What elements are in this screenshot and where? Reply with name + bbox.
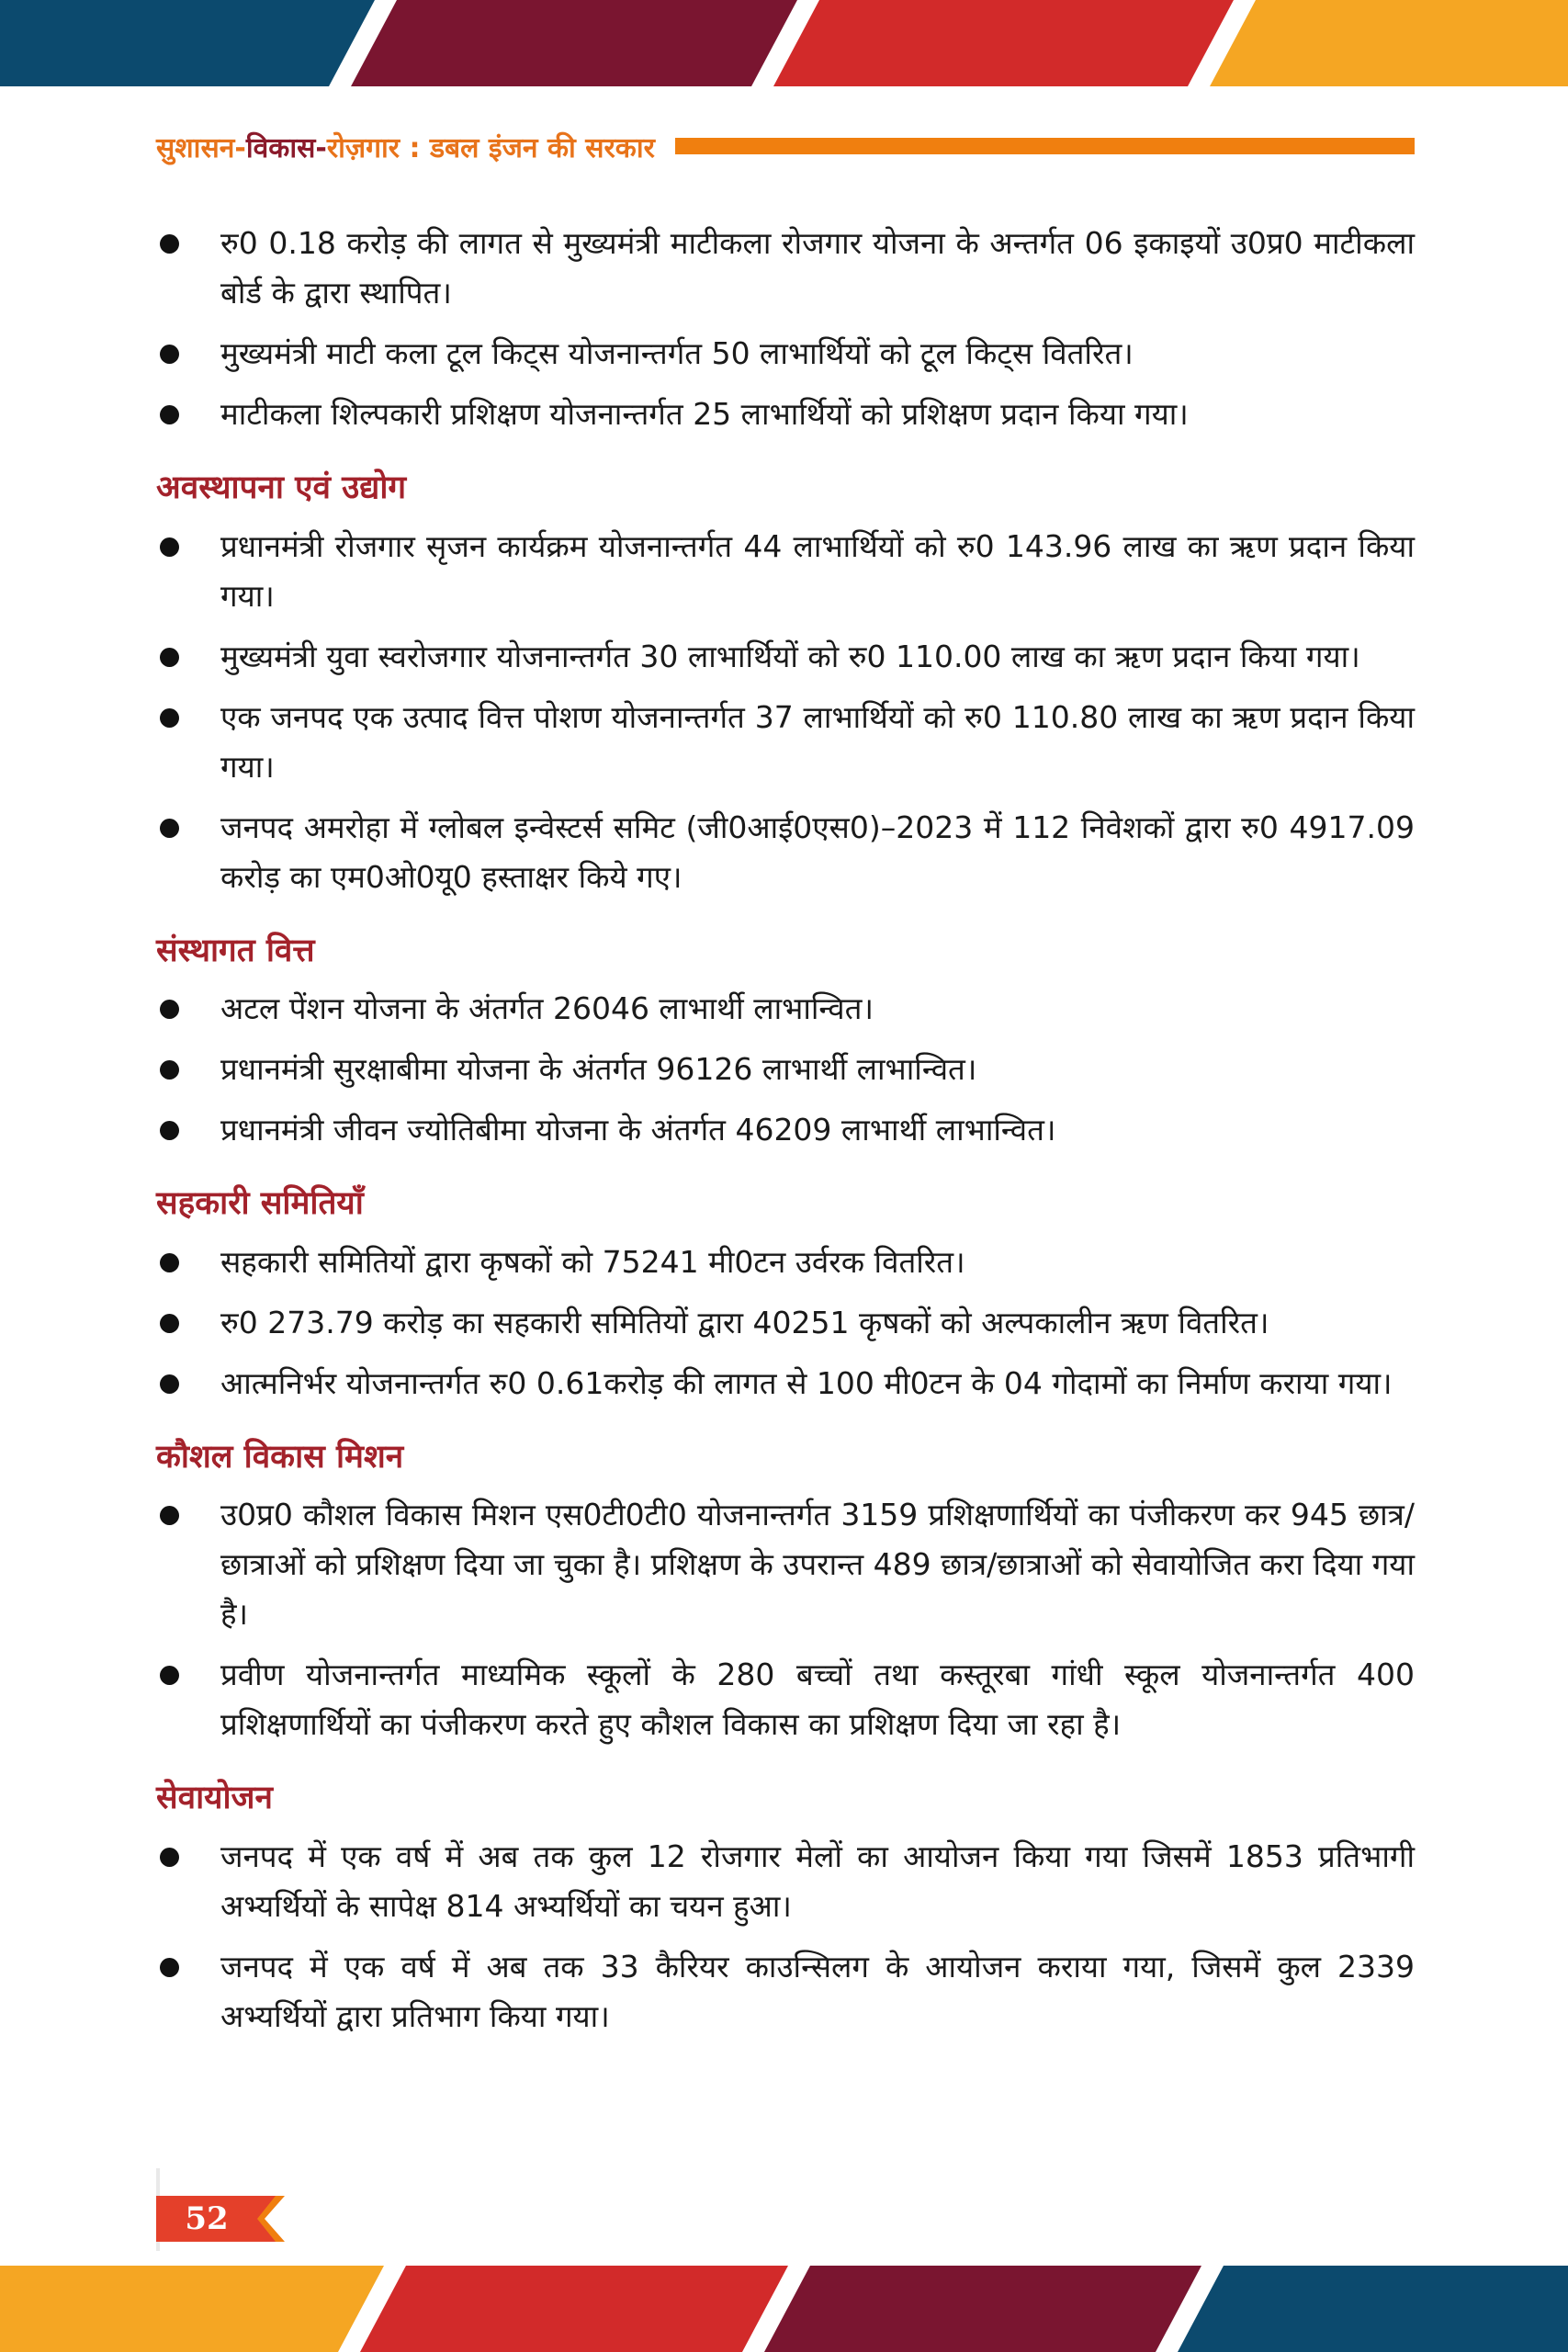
bullet-icon [160, 648, 179, 667]
list-item [156, 1832, 1415, 1931]
page-content [156, 219, 1415, 2052]
list-item-text: माटीकला शिल्पकारी प्रशिक्षण योजनान्तर्गत 25 लाभार्थियों को प्रशिक्षण प्रदान किया गया। [220, 396, 1189, 432]
list-item-text: उ0प्र0 कौशल विकास मिशन एस0टी0टी0 योजनान्तर्गत 3159 प्रशिक्षणार्थियों का पंजीकरण कर 945 छात्र/छात्राओं को प्रशिक्षण दिया जा चुका है। प्रशिक्षण के उपरान्त 489 छात्र/छात्राओं को सेवायोजित करा दिया गया है। [220, 1497, 1415, 1632]
section-heading: अवस्थापना एवं उद्योग [156, 469, 407, 506]
section-heading: सहकारी समितियाँ [156, 1184, 364, 1222]
list-item-text: मुख्यमंत्री युवा स्वरोजगार योजनान्तर्गत 30 लाभार्थियों को रु0 110.00 लाख का ऋण प्रदान किया गया। [220, 638, 1360, 674]
list-item-text: अटल पेंशन योजना के अंतर्गत 26046 लाभार्थी लाभान्वित। [220, 990, 874, 1026]
page-number-tab [156, 2187, 285, 2251]
list-item-text: प्रधानमंत्री जीवन ज्योतिबीमा योजना के अंतर्गत 46209 लाभार्थी लाभान्वित। [220, 1112, 1056, 1148]
bullet-icon [160, 1121, 179, 1140]
bullet-list [156, 1238, 1415, 1408]
bullet-icon [160, 819, 179, 838]
bullet-icon [160, 1253, 179, 1272]
bullet-list [156, 1832, 1415, 2041]
list-item [156, 1650, 1415, 1749]
bullet-list [156, 1490, 1415, 1749]
bullet-icon [160, 1958, 179, 1977]
bullet-icon [160, 708, 179, 728]
list-item [156, 1942, 1415, 2041]
list-item [156, 522, 1415, 621]
section-heading: संस्थागत वित्त [156, 931, 315, 969]
bullet-icon [160, 1060, 179, 1080]
top-color-band [0, 0, 1568, 86]
header-title: सुशासन-विकास-रोज़गार : डबल इंजन की सरकार [156, 131, 655, 164]
list-item [156, 390, 1415, 439]
bullet-list [156, 522, 1415, 902]
list-item-text: प्रवीण योजनान्तर्गत माध्यमिक स्कूलों के 280 बच्चों तथा कस्तूरबा गांधी स्कूल योजनान्तर्गत 400 प्रशिक्षणार्थियों का पंजीकरण करते हुए कौशल विकास का प्रशिक्षण दिया जा रहा है। [220, 1657, 1415, 1742]
list-item [156, 219, 1415, 318]
list-item [156, 632, 1415, 682]
bullet-icon [160, 1374, 179, 1394]
list-item [156, 984, 1415, 1034]
bullet-icon [160, 345, 179, 364]
bullet-list [156, 984, 1415, 1155]
bullet-list [156, 219, 1415, 439]
section-heading: सेवायोजन [156, 1779, 273, 1816]
list-item [156, 1105, 1415, 1155]
bullet-icon [160, 234, 179, 254]
list-item [156, 1359, 1415, 1408]
section-heading: कौशल विकास मिशन [156, 1437, 404, 1476]
bullet-icon [160, 1506, 179, 1525]
bottom-color-band [0, 2266, 1568, 2352]
list-item [156, 1238, 1415, 1287]
bullet-icon [160, 1000, 179, 1019]
bullet-icon [160, 1666, 179, 1685]
list-item-text: रु0 273.79 करोड़ का सहकारी समितियों द्वारा 40251 कृषकों को अल्पकालीन ऋण वितरित। [220, 1304, 1269, 1340]
running-header [156, 125, 1415, 167]
list-item-text: प्रधानमंत्री सुरक्षाबीमा योजना के अंतर्गत 96126 लाभार्थी लाभान्वित। [220, 1051, 977, 1087]
list-item-text: सहकारी समितियों द्वारा कृषकों को 75241 मी0टन उर्वरक वितरित। [220, 1243, 965, 1280]
page-number: 52 [185, 2200, 229, 2237]
list-item-text: जनपद में एक वर्ष में अब तक कुल 12 रोजगार मेलों का आयोजन किया गया जिसमें 1853 प्रतिभागी अभ्यर्थियों के सापेक्ष 814 अभ्यर्थियों का चयन हुआ। [220, 1838, 1415, 1924]
list-item-text: प्रधानमंत्री रोजगार सृजन कार्यक्रम योजनान्तर्गत 44 लाभार्थियों को रु0 143.96 लाख का ऋण प्रदान किया गया। [220, 527, 1415, 614]
bullet-icon [160, 537, 179, 557]
list-item-text: आत्मनिर्भर योजनान्तर्गत रु0 0.61करोड़ की लागत से 100 मी0टन के 04 गोदामों का निर्माण कराया गया। [220, 1364, 1393, 1401]
bullet-icon [160, 1848, 179, 1867]
list-item [156, 1298, 1415, 1348]
list-item [156, 329, 1415, 379]
list-item-text: रु0 0.18 करोड़ की लागत से मुख्यमंत्री माटीकला रोजगार योजना के अन्तर्गत 06 इकाइयों उ0प्र0 माटीकला बोर्ड के द्वारा स्थापित। [220, 225, 1415, 311]
header-rule [675, 138, 1415, 154]
list-item [156, 1490, 1415, 1639]
list-item [156, 693, 1415, 792]
list-item [156, 803, 1415, 902]
list-item-text: जनपद अमरोहा में ग्लोबल इन्वेस्टर्स समिट (जी0आई0एस0)–2023 में 112 निवेशकों द्वारा रु0 4917.09 करोड़ का एम0ओ0यू0 हस्ताक्षर किये गए। [220, 808, 1415, 895]
list-item-text: एक जनपद एक उत्पाद वित्त पोशण योजनान्तर्गत 37 लाभार्थियों को रु0 110.80 लाख का ऋण प्रदान किया गया। [220, 698, 1415, 785]
list-item-text: मुख्यमंत्री माटी कला टूल किट्स योजनान्तर्गत 50 लाभार्थियों को टूल किट्स वितरित। [220, 335, 1134, 371]
list-item [156, 1045, 1415, 1094]
bullet-icon [160, 1314, 179, 1333]
bullet-icon [160, 405, 179, 424]
list-item-text: जनपद में एक वर्ष में अब तक 33 कैरियर काउन्सिलग के आयोजन कराया गया, जिसमें कुल 2339 अभ्यर्थियों द्वारा प्रतिभाग किया गया। [220, 1948, 1415, 2034]
